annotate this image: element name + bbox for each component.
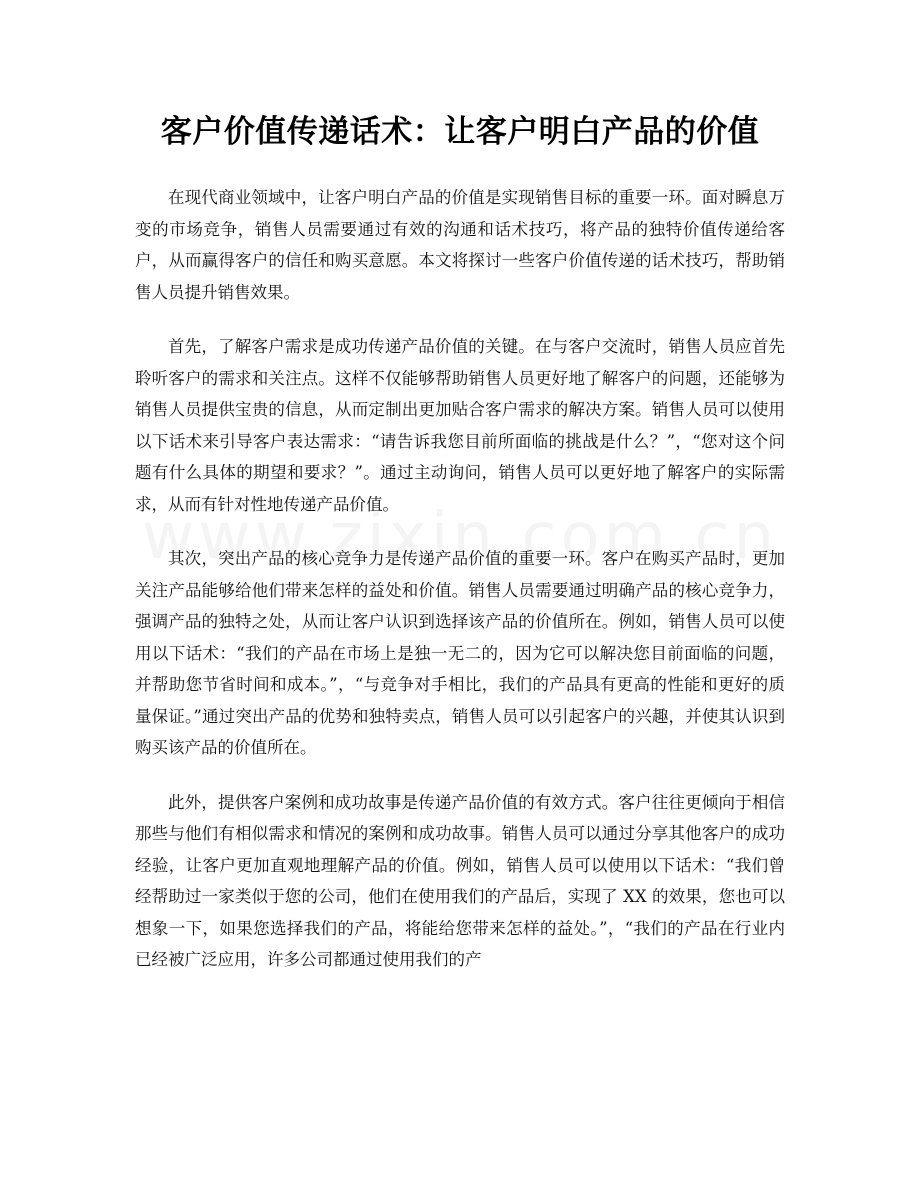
paragraph-case-studies: 此外，提供客户案例和成功故事是传递产品价值的有效方式。客户往往更倾向于相信那些与他们有相似需求和情况的案例和成功故事。销售人员可以通过分享其他客户的成功经验，让客户更加直观地理解产品的价值。例如，销售人员可以使用以下话术：“我们曾经帮助过一家类似于您的公司，他们在使用我们的产品后，实现了 XX 的效果，您也可以想象一下，如果您选择我们的产品，将能给您带来怎样的益处。”，“我们的产品在行业内已经被广泛应用，许多公司都通过使用我们的产 <box>135 792 785 969</box>
paragraph-core-competitiveness: 其次，突出产品的核心竞争力是传递产品价值的重要一环。客户在购买产品时，更加关注产品能够给他们带来怎样的益处和价值。销售人员需要通过明确产品的核心竞争力，强调产品的独特之处，从而让客户认识到选择该产品的价值所在。例如，销售人员可以使用以下话术：“我们的产品在市场上是独一无二的，因为它可以解决您目前面临的问题，并帮助您节省时间和成本。”，“与竞争对手相比，我们的产品具有更高的性能和更好的质量保证。”通过突出产品的优势和独特卖点，销售人员可以引起客户的兴趣，并使其认识到购买该产品的价值所在。 <box>135 549 785 757</box>
document-title: 客户价值传递话术：让客户明白产品的价值 <box>160 114 760 150</box>
paragraph-customer-needs: 首先，了解客户需求是成功传递产品价值的关键。在与客户交流时，销售人员应首先聆听客户的需求和关注点。这样不仅能够帮助销售人员更好地了解客户的问题，还能够为销售人员提供宝贵的信息，从而定制出更加贴合客户需求的解决方案。销售人员可以使用以下话术来引导客户表达需求：“请告诉我您目前所面临的挑战是什么？”，“您对这个问题有什么具体的期望和要求？”。通过主动询问，销售人员可以更好地了解客户的实际需求，从而有针对性地传递产品价值。 <box>135 337 785 514</box>
document-body <box>135 182 785 999</box>
paragraph-intro: 在现代商业领域中，让客户明白产品的价值是实现销售目标的重要一环。面对瞬息万变的市场竞争，销售人员需要通过有效的沟通和话术技巧，将产品的独特价值传递给客户，从而赢得客户的信任和购买意愿。本文将探讨一些客户价值传递的话术技巧，帮助销售人员提升销售效果。 <box>135 188 785 302</box>
